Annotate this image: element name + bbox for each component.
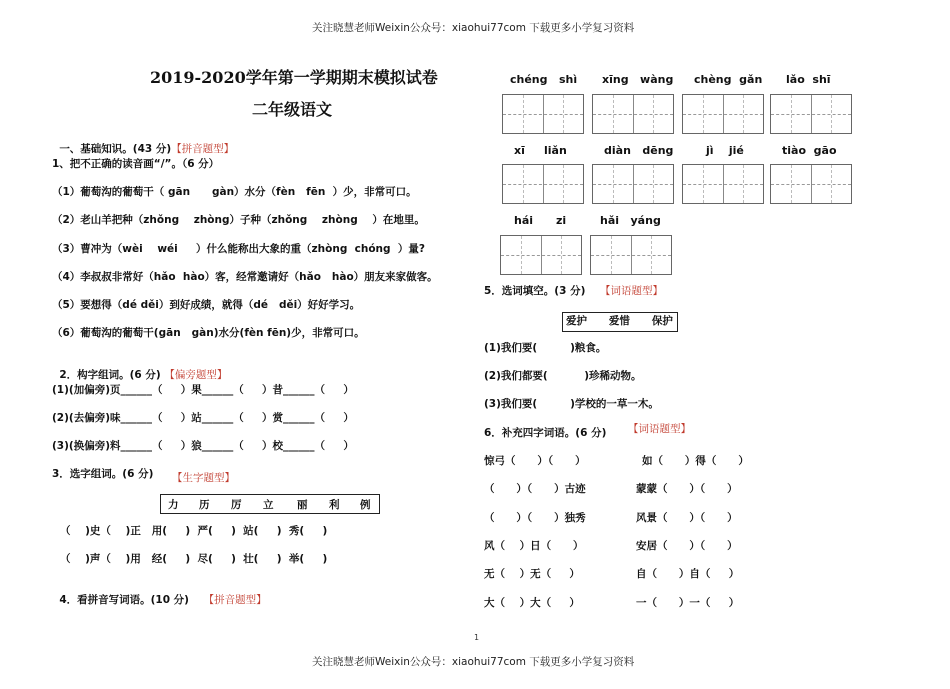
grid-quarter-line [631, 236, 632, 274]
q4-pinyin: chèng gǎn [694, 73, 763, 86]
q3-char: 历 [199, 499, 210, 511]
q1-item: （5）要想得（dé děi）到好成绩，就得（dé děi）好好学习。 [52, 299, 361, 311]
q6-right-item: 一（ ）一（ ） [636, 597, 740, 609]
q3-heading: 3．选字组词。(6 分) [52, 468, 154, 480]
section1-heading-text: 一、基础知识。(43 分) [59, 142, 172, 155]
section1-heading [52, 130, 234, 155]
q4-pinyin: hǎi yáng [600, 214, 661, 227]
exam-subtitle: 二年级语文 [252, 100, 333, 119]
q6-right-item: 自（ ）自（ ） [636, 568, 740, 580]
grid-quarter-line [543, 95, 544, 133]
q4-writing-grid[interactable] [682, 164, 764, 204]
q3-char: 厉 [231, 499, 242, 511]
grid-quarter-line [723, 95, 724, 133]
q6-left-item: （ ）（ ）古迹 [484, 483, 586, 495]
q4-tag: 【拼音题型】 [203, 593, 267, 606]
q6-heading: 6．补充四字词语。(6 分) [484, 427, 607, 439]
q4-pinyin: tiào gāo [782, 144, 837, 157]
q5-item: (3)我们要( )学校的一草一木。 [484, 398, 659, 410]
q4-writing-grid[interactable] [770, 94, 852, 134]
q1-item: （1）葡萄沟的葡萄干（ gān gàn）水分（fèn fēn ）少，非常可口。 [52, 186, 417, 198]
q4-writing-grid[interactable] [500, 235, 582, 275]
q4-pinyin: diàn dēng [604, 144, 674, 157]
q2-tag: 【偏旁题型】 [164, 368, 228, 381]
grid-quarter-line [543, 165, 544, 203]
q4-writing-grid[interactable] [770, 164, 852, 204]
q5-tag: 【词语题型】 [600, 285, 663, 297]
q6-tag: 【词语题型】 [628, 423, 691, 435]
grid-quarter-line [523, 95, 524, 133]
grid-quarter-line [633, 95, 634, 133]
q4-writing-grid[interactable] [592, 164, 674, 204]
q4-writing-grid[interactable] [592, 94, 674, 134]
q6-left-item: 惊弓（ ）（ ） [484, 455, 586, 467]
q4-pinyin: xī liǎn [514, 144, 567, 157]
grid-quarter-line [613, 95, 614, 133]
q4-writing-grid[interactable] [682, 94, 764, 134]
q2-row: (2)(去偏旁)味______（ ）站______（ ）赏______（ ） [52, 412, 354, 424]
grid-quarter-line [811, 95, 812, 133]
q4-heading [52, 581, 267, 606]
grid-quarter-line [743, 95, 744, 133]
q4-pinyin: hái zi [514, 214, 567, 227]
exam-title: 2019-2020学年第一学期期末模拟试卷 [150, 68, 438, 87]
grid-quarter-line [633, 165, 634, 203]
q5-word-box [562, 312, 678, 332]
q3-char-table [160, 494, 380, 514]
q1-item: （6）葡萄沟的葡萄干(gān gàn)水分(fèn fēn)少，非常可口。 [52, 327, 365, 339]
q1-item: （3）曹冲为（wèi wéi ）什么能称出大象的重（zhòng chóng ）量? [52, 243, 425, 255]
q2-row: (1)(加偏旁)页______（ ）果______（ ）昔______（ ） [52, 384, 354, 396]
q5-words: 爱护 爱惜 保护 [566, 315, 673, 327]
q5-heading: 5．选词填空。(3 分) [484, 285, 586, 297]
q4-heading-text: 4．看拼音写词语。(10 分) [59, 593, 189, 606]
grid-quarter-line [831, 165, 832, 203]
q1-item: （4）李叔叔非常好（hǎo hào）客，经常邀请好（hǎo hào）朋友来家做客。 [52, 271, 438, 283]
q6-left-item: 风（ ）日（ ） [484, 540, 584, 552]
grid-quarter-line [651, 236, 652, 274]
q4-pinyin: xīng wàng [602, 73, 674, 86]
q3-char: 利 [329, 499, 340, 511]
grid-quarter-line [653, 165, 654, 203]
q2-heading-text: 2．构字组词。(6 分) [59, 368, 161, 381]
grid-quarter-line [791, 165, 792, 203]
q2-heading [52, 356, 227, 381]
q1-item: （2）老山羊把种（zhǒng zhòng）子种（zhǒng zhòng ）在地里。 [52, 214, 425, 226]
q1-heading: 1、把不正确的读音画“/”。（6 分） [52, 158, 220, 170]
q3-char: 力 [168, 499, 179, 511]
grid-quarter-line [563, 165, 564, 203]
grid-quarter-line [703, 165, 704, 203]
q3-row: （ )史（ )正 用( ) 严( ) 站( ) 秀( ) [60, 525, 328, 537]
section1-tag: 【拼音题型】 [171, 142, 235, 155]
grid-quarter-line [791, 95, 792, 133]
grid-quarter-line [563, 95, 564, 133]
q2-row: (3)(换偏旁)料______（ ）狼______（ ）校______（ ） [52, 440, 354, 452]
q6-right-item: 蒙蒙（ ）（ ） [636, 483, 738, 495]
q6-left-item: 大（ ）大（ ） [484, 597, 580, 609]
q6-right-item: 风景（ ）（ ） [636, 512, 738, 524]
grid-quarter-line [743, 165, 744, 203]
q3-row: （ )声（ )用 经( ) 尽( ) 壮( ) 举( ) [60, 553, 328, 565]
grid-quarter-line [831, 95, 832, 133]
grid-quarter-line [611, 236, 612, 274]
q6-left-item: 无（ ）无（ ） [484, 568, 580, 580]
q3-tag: 【生字题型】 [172, 472, 235, 484]
q5-item: (2)我们都要( )珍稀动物。 [484, 370, 642, 382]
grid-quarter-line [723, 165, 724, 203]
page-header: 关注晓慧老师Weixin公众号：xiaohui77com 下载更多小学复习资料 [312, 22, 635, 34]
q3-char: 丽 [297, 499, 308, 511]
grid-quarter-line [653, 95, 654, 133]
q6-right-item: 如（ ）得（ ） [642, 455, 749, 467]
q4-pinyin: chéng shì [510, 73, 578, 86]
q4-writing-grid[interactable] [502, 94, 584, 134]
grid-quarter-line [523, 165, 524, 203]
q4-writing-grid[interactable] [590, 235, 672, 275]
q6-right-item: 安居（ ）（ ） [636, 540, 738, 552]
q4-pinyin: jì jié [706, 144, 744, 157]
q5-item: (1)我们要( )粮食。 [484, 342, 607, 354]
q3-char: 立 [263, 499, 274, 511]
page-footer: 关注晓慧老师Weixin公众号：xiaohui77com 下载更多小学复习资料 [312, 656, 635, 668]
grid-quarter-line [561, 236, 562, 274]
page-number: 1 [474, 633, 480, 642]
q4-writing-grid[interactable] [502, 164, 584, 204]
grid-quarter-line [541, 236, 542, 274]
grid-quarter-line [613, 165, 614, 203]
grid-quarter-line [811, 165, 812, 203]
q4-pinyin: lǎo shī [786, 73, 831, 86]
q3-char: 例 [360, 499, 371, 511]
grid-quarter-line [521, 236, 522, 274]
grid-quarter-line [703, 95, 704, 133]
q6-left-item: （ ）（ ）独秀 [484, 512, 586, 524]
